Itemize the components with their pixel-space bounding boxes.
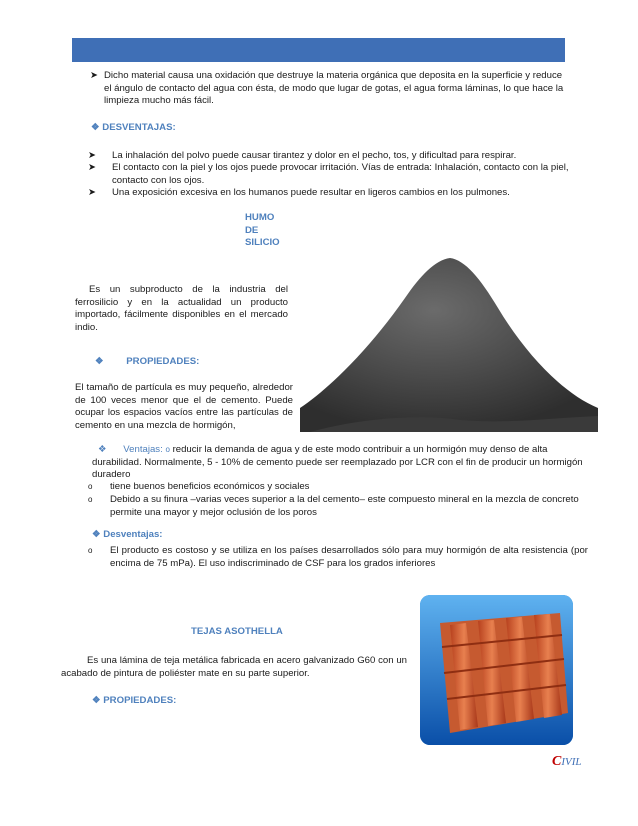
arrow-bullet-icon: ➤ [88,150,97,161]
diamond-bullet-icon: ❖ [92,529,101,540]
humo-title-line: HUMO [245,212,275,223]
humo-intro [75,284,288,334]
propiedades-text: El tamaño de partícula es muy pequeño, alrededor de 100 veces menor que el de cemento. Puede ocupar los espacios vacíos entre las partículas de cemento en una mezcla de hormigón, [75,382,293,431]
tejas-propiedades-heading [92,695,176,706]
roof-tiles-image [420,595,573,745]
desventajas-heading [91,122,176,133]
desventaja2-text: El producto es costoso y se utiliza en los países desarrollados sólo para muy hormigón de alta resistencia (por encima de 75 mPa). El uso indiscriminado de CSF para los grados inferiores [110,545,588,569]
desventajas2-title: Desventajas: [103,529,163,540]
footer-civil-c: C [552,754,562,769]
circle-bullet-icon: o [165,445,170,454]
arrow-bullet-icon: ➤ [88,187,97,198]
ventaja-item-text: tiene buenos beneficios económicos y sociales [110,481,310,492]
ventajas-label: Ventajas: [123,444,163,455]
propiedades-heading [95,356,199,367]
circle-bullet-icon: o [88,495,93,504]
arrow-bullet-icon: ➤ [88,162,97,173]
circle-bullet-icon: o [88,482,93,491]
footer-civil-logo [552,754,582,770]
tejas-title: TEJAS ASOTHELLA [191,626,283,637]
ventajas-block [92,444,592,482]
arrow-bullet-icon: ➤ [90,70,99,81]
desventajas-title: DESVENTAJAS: [102,122,176,133]
humo-title-line: DE [245,224,259,236]
desventajas2-heading [92,529,162,540]
header-bar [72,38,565,62]
ventajas-text: reducir la demanda de agua y de este modo contribuir a un hormigón muy denso de alta durabilidad. Normalmente, 5 - 10% de cemento puede ser reemplazado por LCR con el fin de producir un hormigón duradero [92,444,583,480]
intro-bullet-text: Dicho material causa una oxidación que destruye la materia orgánica que deposita en la superficie y reduce el ángulo de contacto del agua con ésta, de modo que lugar de gotas, el agua forma láminas, lo que hace la limpieza mucho más fácil. [104,70,564,106]
diamond-bullet-icon: ❖ [98,444,107,455]
propiedades-title: PROPIEDADES: [126,356,200,367]
desventaja-text: La inhalación del polvo puede causar tirantez y dolor en el pecho, tos, y dificultad para respirar. [112,150,517,161]
diamond-bullet-icon: ❖ [92,695,101,706]
tejas-text [61,655,407,680]
footer-civil-text: IVIL [561,756,582,768]
humo-intro-text: Es un subproducto de la industria del ferrosilicio y en la actualidad un producto importado, fácilmente disponibles en el mercado indio. [75,284,288,333]
tejas-propiedades-title: PROPIEDADES: [103,695,177,706]
diamond-bullet-icon: ❖ [95,356,104,367]
humo-title-line: SILICIO [245,237,280,248]
ventaja-item-text: Debido a su finura –varias veces superior a la del cemento– este compuesto mineral en la mezcla de concreto permite una mayor y mejor oclusión de los poros [110,494,579,518]
humo-title [245,212,280,250]
circle-bullet-icon: o [88,546,93,555]
desventaja-text: Una exposición excesiva en los humanos puede resultar en ligeros cambios en los pulmones. [112,187,510,198]
intro-bullet [90,70,570,108]
tejas-text-body: Es una lámina de teja metálica fabricada en acero galvanizado G60 con un acabado de pintura de poliéster mate en su parte superior. [61,655,407,679]
silica-fume-pile-image [300,238,598,432]
desventaja-text: El contacto con la piel y los ojos puede provocar irritación. Vías de entrada: Inhalación, contacto con la piel, contacto con los ojos. [112,162,569,186]
diamond-bullet-icon: ❖ [91,122,100,133]
